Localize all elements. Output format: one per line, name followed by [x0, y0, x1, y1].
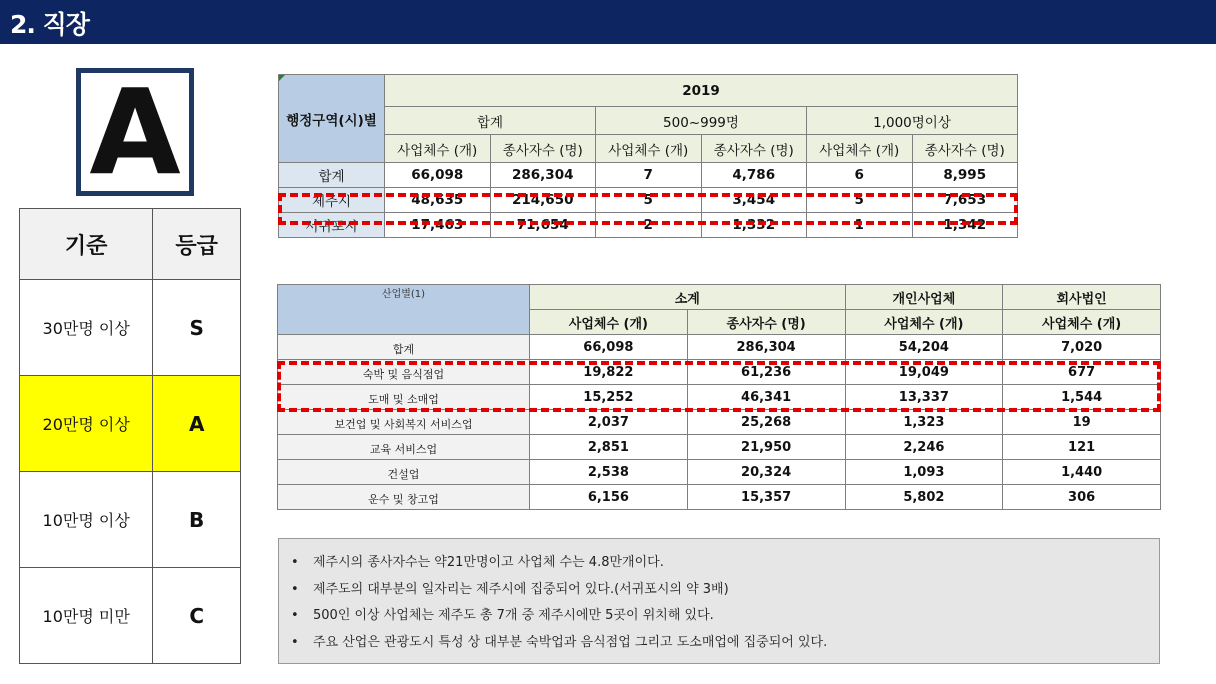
grade-badge	[76, 63, 194, 201]
criteria-basis: 20만명 이상	[20, 376, 153, 472]
table2-row-label: 숙박 및 음식점업	[278, 360, 530, 385]
table-cell: 5,802	[845, 485, 1003, 510]
table-cell: 66,098	[530, 335, 688, 360]
criteria-basis: 10만명 이상	[20, 472, 153, 568]
table1-row-label: 서귀포시	[279, 213, 385, 238]
criteria-col-basis: 기준	[20, 209, 153, 280]
table1-subheader: 종사자수 (명)	[701, 135, 807, 163]
table1-subheader: 종사자수 (명)	[490, 135, 596, 163]
table2-subheader: 사업체수 (개)	[845, 310, 1003, 335]
table-cell: 1,544	[1003, 385, 1161, 410]
table1-row-label: 합계	[279, 163, 385, 188]
criteria-grade: A	[153, 376, 241, 472]
note-text: 500인 이상 사업체는 제주도 총 7개 중 제주시에만 5곳이 위치해 있다.	[313, 608, 714, 623]
note-text: 주요 산업은 관광도시 특성 상 대부분 숙박업과 음식점업 그리고 도소매업에 집중되어 있다.	[313, 634, 828, 650]
summary-notes	[278, 538, 1160, 664]
table1-group: 1,000명이상	[807, 107, 1018, 135]
table-cell: 6,156	[530, 485, 688, 510]
table2-row-label: 건설업	[278, 460, 530, 485]
table-row	[278, 485, 1161, 510]
bullet-icon: •	[291, 581, 299, 597]
table-cell: 1,342	[912, 213, 1018, 238]
header-bar	[0, 0, 1216, 44]
table-cell: 4,786	[701, 163, 807, 188]
table1-group: 500~999명	[596, 107, 807, 135]
table-cell: 2,037	[530, 410, 688, 435]
table2-corner: 산업별(1)	[278, 285, 530, 335]
table-row	[278, 435, 1161, 460]
table-cell: 2,851	[530, 435, 688, 460]
table-cell: 21,950	[687, 435, 845, 460]
highlight-key-industries	[277, 361, 1161, 412]
table2-subheader: 사업체수 (개)	[1003, 310, 1161, 335]
table2-row-label: 교육 서비스업	[278, 435, 530, 460]
criteria-grade: C	[153, 568, 241, 664]
table-cell: 19	[1003, 410, 1161, 435]
criteria-row	[20, 472, 241, 568]
table-cell: 1,093	[845, 460, 1003, 485]
table2-group: 소계	[530, 285, 846, 310]
highlight-jeju-row	[278, 193, 1018, 225]
table-row	[278, 335, 1161, 360]
table2-group: 회사법인	[1003, 285, 1161, 310]
table2-row-label: 도매 및 소매업	[278, 385, 530, 410]
criteria-row	[20, 280, 241, 376]
criteria-row-highlighted	[20, 376, 241, 472]
table-cell: 677	[1003, 360, 1161, 385]
table-cell: 286,304	[490, 163, 596, 188]
table1-corner-label: 행정구역(시)별	[286, 112, 377, 129]
table-cell: 5	[807, 188, 913, 213]
note-text: 제주도의 대부분의 일자리는 제주시에 집중되어 있다.(서귀포시의 약 3배)	[313, 581, 729, 597]
table-cell: 2,246	[845, 435, 1003, 460]
table-cell: 71,654	[490, 213, 596, 238]
cell-marker-icon	[279, 75, 285, 81]
note-item	[291, 630, 1147, 657]
table-cell: 61,236	[687, 360, 845, 385]
criteria-grade: S	[153, 280, 241, 376]
criteria-basis: 30만명 이상	[20, 280, 153, 376]
table2-row-label: 보건업 및 사회복지 서비스업	[278, 410, 530, 435]
table-cell: 7,653	[912, 188, 1018, 213]
page-title: 2. 직장	[10, 10, 89, 39]
table-cell: 5	[596, 188, 702, 213]
table-cell: 19,822	[530, 360, 688, 385]
criteria-col-grade: 등급	[153, 209, 241, 280]
table1-subheader: 종사자수 (명)	[912, 135, 1018, 163]
bullet-icon: •	[291, 634, 299, 650]
bullet-icon: •	[291, 555, 299, 570]
table-cell: 121	[1003, 435, 1161, 460]
table2-subheader: 종사자수 (명)	[687, 310, 845, 335]
table-cell: 19,049	[845, 360, 1003, 385]
table1-year: 2019	[385, 75, 1018, 107]
table-cell: 17,463	[385, 213, 491, 238]
table-cell: 48,635	[385, 188, 491, 213]
table-cell: 7	[596, 163, 702, 188]
table2-row-label: 합계	[278, 335, 530, 360]
table-row	[278, 460, 1161, 485]
note-text: 제주시의 종사자수는 약21만명이고 사업체 수는 4.8만개이다.	[313, 555, 664, 570]
table-cell: 46,341	[687, 385, 845, 410]
table2-group: 개인사업체	[845, 285, 1003, 310]
grade-criteria-table	[19, 208, 241, 664]
table1-subheader: 사업체수 (개)	[596, 135, 702, 163]
table-cell: 15,357	[687, 485, 845, 510]
table-cell: 1,332	[701, 213, 807, 238]
criteria-header-row	[20, 209, 241, 280]
table1-subheader: 사업체수 (개)	[807, 135, 913, 163]
table-cell: 1	[807, 213, 913, 238]
criteria-row	[20, 568, 241, 664]
criteria-grade: B	[153, 472, 241, 568]
table-cell: 306	[1003, 485, 1161, 510]
table-cell: 15,252	[530, 385, 688, 410]
table-cell: 1,323	[845, 410, 1003, 435]
table1-corner	[279, 75, 385, 163]
table1-row-label: 제주시	[279, 188, 385, 213]
table-cell: 66,098	[385, 163, 491, 188]
table-cell: 7,020	[1003, 335, 1161, 360]
table1-group: 합계	[385, 107, 596, 135]
table-cell: 8,995	[912, 163, 1018, 188]
table-cell: 13,337	[845, 385, 1003, 410]
table-cell: 214,650	[490, 188, 596, 213]
table2-subheader: 사업체수 (개)	[530, 310, 688, 335]
note-item	[291, 577, 1147, 604]
table2-row-label: 운수 및 창고업	[278, 485, 530, 510]
criteria-basis: 10만명 미만	[20, 568, 153, 664]
note-item	[291, 550, 1147, 577]
table-cell: 2	[596, 213, 702, 238]
table-cell: 3,454	[701, 188, 807, 213]
table-cell: 54,204	[845, 335, 1003, 360]
table1-subheader: 사업체수 (개)	[385, 135, 491, 163]
table-cell: 1,440	[1003, 460, 1161, 485]
table-cell: 286,304	[687, 335, 845, 360]
table-cell: 2,538	[530, 460, 688, 485]
grade-letter: A	[89, 63, 181, 201]
table-row	[279, 163, 1018, 188]
table-row	[278, 410, 1161, 435]
bullet-icon: •	[291, 608, 299, 623]
note-item	[291, 603, 1147, 630]
table-cell: 20,324	[687, 460, 845, 485]
table-cell: 6	[807, 163, 913, 188]
table-cell: 25,268	[687, 410, 845, 435]
